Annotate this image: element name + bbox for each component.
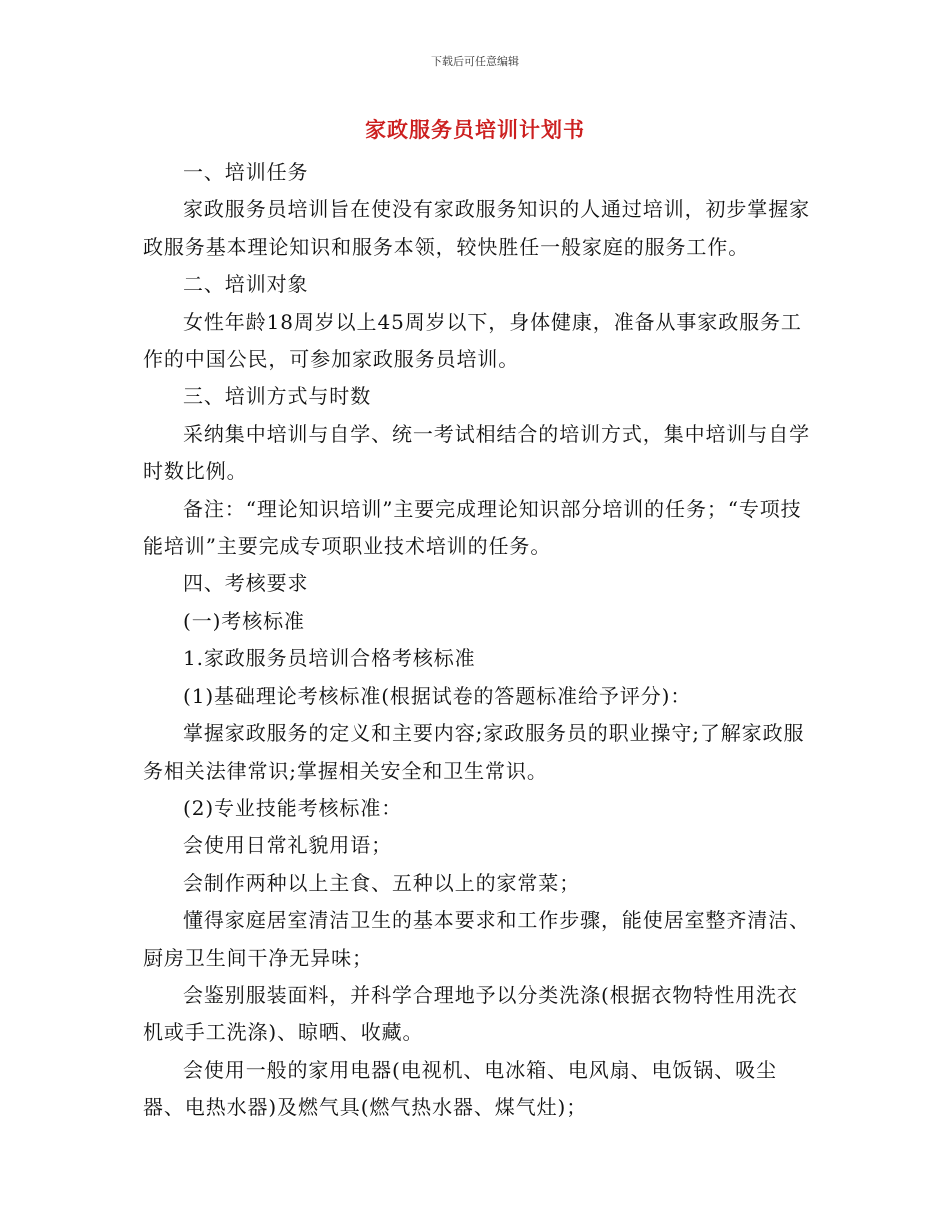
heading-training-target: 二、培训对象 xyxy=(183,272,309,297)
paragraph-training-target: 女性年龄18周岁以上45周岁以下，身体健康，准备从事家政服务工作的中国公民，可参加家政服务员培训。 xyxy=(143,309,802,372)
heading-assessment: 四、考核要求 xyxy=(183,571,309,596)
list-item-etiquette: 会使用日常礼貌用语； xyxy=(183,833,392,858)
list-item-appliances: 会使用一般的家用电器(电视机、电冰箱、电风扇、电饭锅、吸尘器、电热水器)及燃气具(燃气热水器、煤气灶)； xyxy=(143,1057,777,1120)
heading-training-task: 一、培训任务 xyxy=(183,160,309,184)
document-title: 家政服务员培训计划书 xyxy=(365,117,585,142)
paragraph-remark: 备注：“理论知识培训”主要完成理论知识部分培训的任务；“专项技能培训”主要完成专项职业技术培训的任务。 xyxy=(143,496,802,559)
list-item-laundry: 会鉴别服装面料，并科学合理地予以分类洗涤(根据衣物特性用洗衣机或手工洗涤)、晾晒、收藏。 xyxy=(143,982,798,1045)
document-body xyxy=(143,154,810,1127)
paragraph-training-task: 家政服务员培训旨在使没有家政服务知识的人通过培训，初步掌握家政服务基本理论知识和服务本领，较快胜任一般家庭的服务工作。 xyxy=(143,197,810,259)
subheading-qualification-standard: 1.家政服务员培训合格考核标准 xyxy=(183,646,476,671)
paragraph-theory-content: 掌握家政服务的定义和主要内容;家政服务员的职业操守;了解家政服务相关法律常识;掌握相关安全和卫生常识。 xyxy=(143,721,805,783)
list-item-cleaning: 懂得家庭居室清洁卫生的基本要求和工作步骤，能使居室整齐清洁、厨房卫生间干净无异味； xyxy=(143,908,810,970)
subheading-assessment-standard: (一)考核标准 xyxy=(183,608,305,633)
subheading-theory-standard: (1)基础理论考核标准(根据试卷的答题标准给予评分)： xyxy=(183,683,692,708)
list-item-cooking: 会制作两种以上主食、五种以上的家常菜； xyxy=(183,870,581,895)
page-header-note: 下载后可任意编辑 xyxy=(431,55,519,68)
heading-training-method: 三、培训方式与时数 xyxy=(183,384,372,409)
paragraph-training-method: 采纳集中培训与自学、统一考试相结合的培训方式，集中培训与自学时数比例。 xyxy=(143,421,810,484)
subheading-skill-standard: (2)专业技能考核标准： xyxy=(183,795,403,820)
